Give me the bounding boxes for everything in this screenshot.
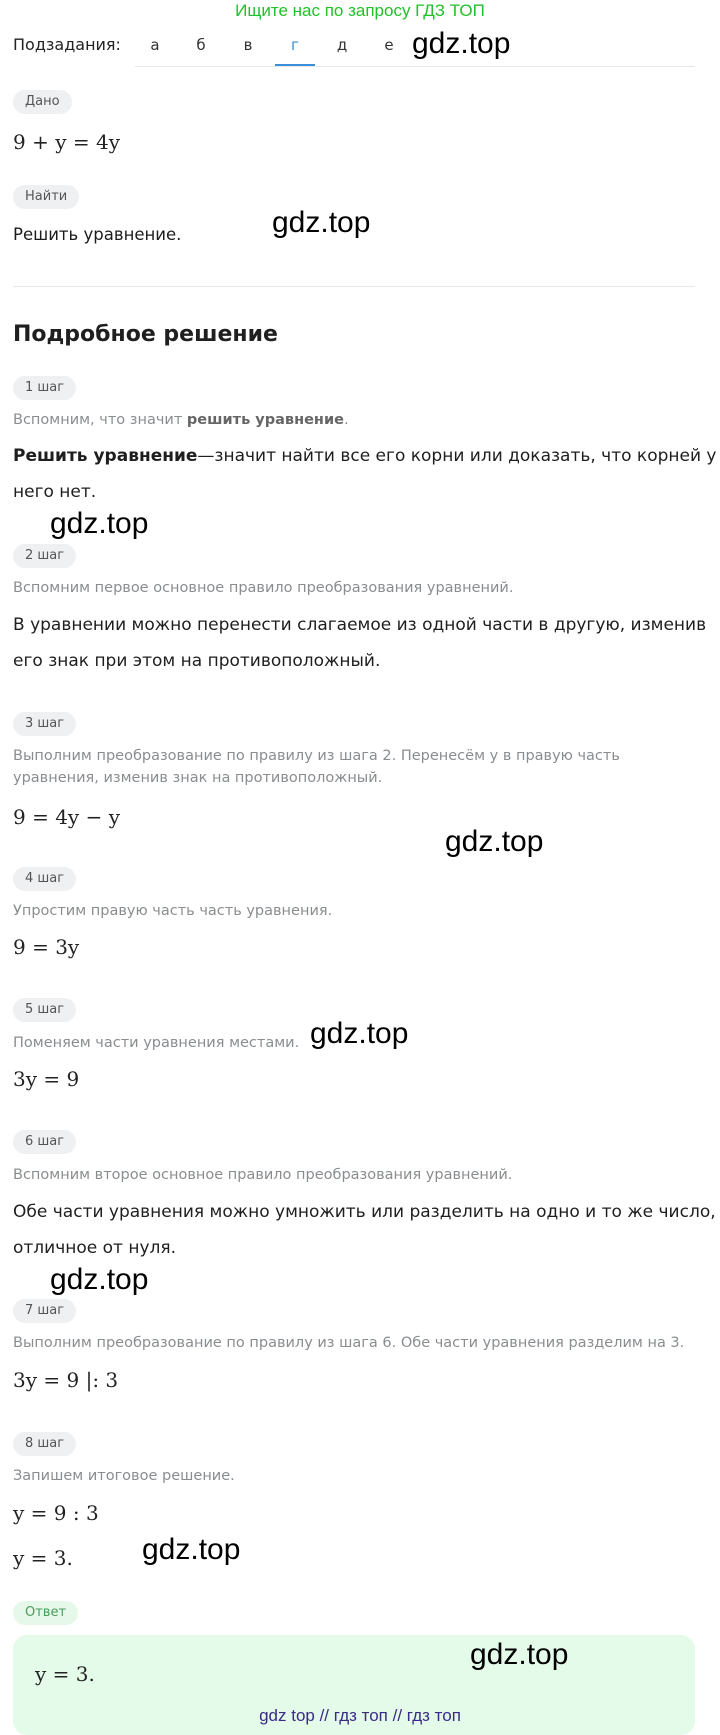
step-hint: Выполним преобразование по правилу из шага 2. Перенесём y в правую часть <box>13 748 620 764</box>
step-hint: Вспомним первое основное правило преобразования уравнений. <box>13 580 514 596</box>
find-badge: Найти <box>13 185 79 209</box>
step-text: отличное от нуля. <box>13 1238 177 1258</box>
step-text-rest: —значит найти все его корни или доказать, что корней у <box>197 446 717 466</box>
step-text-bold: Решить уравнение <box>13 446 198 466</box>
step-badge: 2 шаг <box>13 544 76 568</box>
subtasks-label: Подзадания: <box>13 35 121 54</box>
answer-equation: y = 3. <box>35 1662 95 1686</box>
watermark: gdz.top <box>470 1638 569 1671</box>
step-equation: 3y = 9 |: 3 <box>13 1368 119 1392</box>
step-text <box>13 438 716 474</box>
divider <box>13 286 695 287</box>
step-equation: y = 3. <box>13 1546 73 1570</box>
watermark: gdz.top <box>272 206 371 239</box>
subtask-tab-v[interactable]: в <box>243 36 253 54</box>
step-text: Обе части уравнения можно умножить или разделить на одно и то же число, <box>13 1202 716 1222</box>
subtask-tab-b[interactable]: б <box>196 36 206 54</box>
step-badge: 3 шаг <box>13 712 76 736</box>
step-badge: 7 шаг <box>13 1299 76 1323</box>
given-badge: Дано <box>13 90 72 114</box>
step-badge: 1 шаг <box>13 376 76 400</box>
step-hint-text: Вспомним, что значит <box>13 412 187 428</box>
step-badge: 4 шаг <box>13 867 76 891</box>
step-hint-text: . <box>343 412 349 428</box>
section-title: Подробное решение <box>13 322 278 347</box>
watermark: gdz.top <box>50 1263 149 1296</box>
step-hint-bold: решить уравнение <box>186 412 344 428</box>
step-hint: Выполним преобразование по правилу из шага 6. Обе части уравнения разделим на 3. <box>13 1335 685 1351</box>
step-hint: Запишем итоговое решение. <box>13 1468 235 1484</box>
step-badge: 8 шаг <box>13 1432 76 1456</box>
step-badge: 5 шаг <box>13 998 76 1022</box>
watermark: gdz.top <box>142 1533 241 1566</box>
step-equation: 9 = 4y − y <box>13 805 120 829</box>
step-text: него нет. <box>13 482 97 502</box>
step-text: его знак при этом на противоположный. <box>13 651 381 671</box>
step-hint <box>13 412 349 428</box>
answer-badge: Ответ <box>13 1601 78 1625</box>
given-equation: 9 + y = 4y <box>13 130 120 154</box>
watermark: gdz.top <box>412 27 511 60</box>
step-hint: уравнения, изменив знак на противоположный. <box>13 770 383 786</box>
subtask-tab-g[interactable]: г <box>275 36 315 66</box>
step-hint: Упростим правую часть часть уравнения. <box>13 903 333 919</box>
subtask-tab-a[interactable]: а <box>150 36 160 54</box>
step-badge: 6 шаг <box>13 1130 76 1154</box>
step-hint: Вспомним второе основное правило преобразования уравнений. <box>13 1167 513 1183</box>
watermark: gdz.top <box>50 507 149 540</box>
step-equation: y = 9 : 3 <box>13 1501 99 1525</box>
watermark: gdz.top <box>310 1017 409 1050</box>
step-equation: 3y = 9 <box>13 1067 80 1091</box>
step-equation: 9 = 3y <box>13 935 80 959</box>
subtask-tab-e[interactable]: е <box>384 36 394 54</box>
find-text: Решить уравнение. <box>13 225 182 244</box>
subtask-tab-d[interactable]: д <box>336 36 348 54</box>
step-text: В уравнении можно перенести слагаемое из одной части в другую, изменив <box>13 615 707 635</box>
watermark: gdz.top <box>445 825 544 858</box>
step-hint: Поменяем части уравнения местами. <box>13 1035 300 1051</box>
footer-links[interactable]: gdz top // гдз топ // гдз топ <box>259 1706 461 1725</box>
promo-banner[interactable]: Ищите нас по запросу ГДЗ ТОП <box>235 1 485 20</box>
